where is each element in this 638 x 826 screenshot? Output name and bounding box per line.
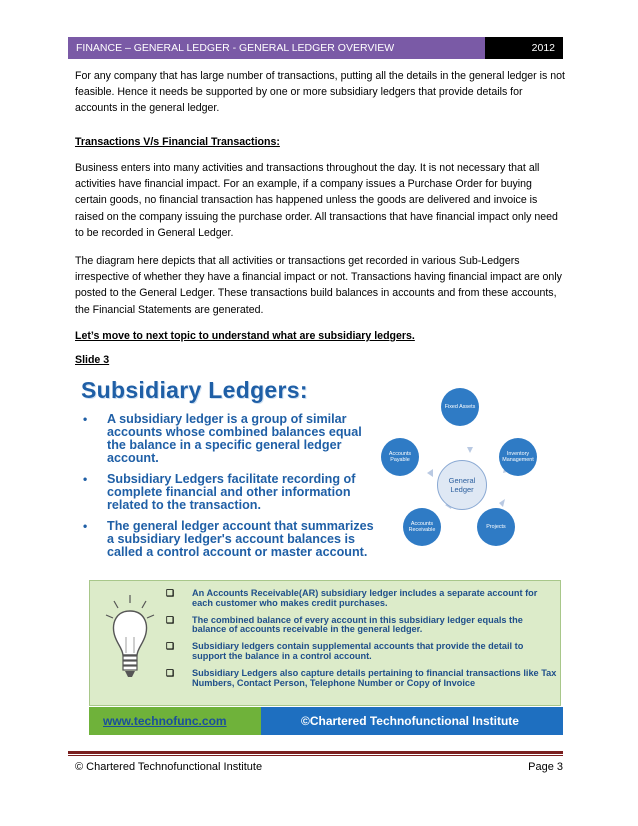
header-title: FINANCE – GENERAL LEDGER - GENERAL LEDGER OVERVIEW <box>68 37 485 59</box>
slide-footer-url[interactable]: www.technofunc.com <box>89 707 261 735</box>
diagram-center-general-ledger: General Ledger <box>437 460 487 510</box>
footer-page-number: Page 3 <box>528 761 563 773</box>
paragraph-business: Business enters into many activities and transactions throughout the day. It is not necessary that all activities have financial impact. For an example, if a company issues a Purchase Order for buying certain goods, no financial transaction has happened unless the goods are delivered and invoice is raised on the company issuing the purchase order. All transactions that have financial impact only need to be recorded in General Ledger. <box>75 162 558 239</box>
diagram-node-accounts-receivable: Accounts Receivable <box>403 508 441 546</box>
diagram-node-projects: Projects <box>477 508 515 546</box>
slide-bullet: • Subsidiary Ledgers facilitate recording of complete financial and other information related to the transaction. <box>83 472 356 512</box>
heading-next-topic: Let’s move to next topic to understand what are subsidiary ledgers. <box>75 330 415 342</box>
info-box-item: ❑ Subsidiary ledgers contain supplemental accounts that provide the detail to support the balance in a control account. <box>166 641 524 661</box>
slide-image <box>75 375 563 738</box>
slide-footer-banner <box>89 707 563 735</box>
paragraph-diagram: The diagram here depicts that all activities or transactions get recorded in various Sub-Ledgers irrespective of whether they have a financial impact or not. Transactions having financial impact are only posted to the General Ledger. These transactions build balances in accounts and from these accounts, the Financial Statements are generated. <box>75 255 562 316</box>
arrow-shape <box>467 447 473 453</box>
info-box-list <box>166 589 558 695</box>
footer-rule-thin <box>68 755 563 756</box>
arrow-shape <box>499 499 505 507</box>
paragraph-intro: For any company that has large number of transactions, putting all the details in the general ledger is not feasible. Hence it needs be supported by one or more subsidiary ledgers that provide details for accounts in the general ledger. <box>75 70 565 115</box>
arrow-shape <box>427 469 433 477</box>
info-box-item: ❑ Subsidiary Ledgers also capture details pertaining to financial transactions like Tax Numbers, Contact Person, Telephone Number or Copy of Invoice <box>166 667 557 688</box>
heading-transactions: Transactions V/s Financial Transactions: <box>75 136 280 148</box>
page-header <box>68 37 563 59</box>
slide-label: Slide 3 <box>75 354 110 366</box>
info-box-item: ❑ An Accounts Receivable(AR) subsidiary ledger includes a separate account for each customer who makes credit purchases. <box>166 588 538 608</box>
diagram-node-accounts-payable: Accounts Payable <box>381 438 419 476</box>
slide-bullet: • A subsidiary ledger is a group of similar accounts whose combined balances equal the balance in a specific general ledger account. <box>83 412 362 465</box>
diagram-node-fixed-assets: Fixed Assets <box>441 388 479 426</box>
footer-rule-thick <box>68 751 563 754</box>
info-box-item: ❑ The combined balance of every account in this subsidiary ledger equals the balance of accounts receivable in the general ledger. <box>166 614 523 635</box>
diagram-node-inventory: Inventory Management <box>499 438 537 476</box>
lightbulb-icon <box>104 593 156 693</box>
header-year: 2012 <box>485 37 563 59</box>
slide-title: Subsidiary Ledgers: <box>81 377 308 403</box>
slide-bullet: • The general ledger account that summarizes a subsidiary ledger's account balances is called a control account or master account. <box>83 519 374 559</box>
slide-bullet-list <box>83 413 375 567</box>
page-footer <box>75 761 563 773</box>
footer-copyright: © Chartered Technofunctional Institute <box>75 761 263 773</box>
slide-footer-copyright: ©Chartered Technofunctional Institute <box>261 707 563 735</box>
info-box <box>89 580 561 706</box>
